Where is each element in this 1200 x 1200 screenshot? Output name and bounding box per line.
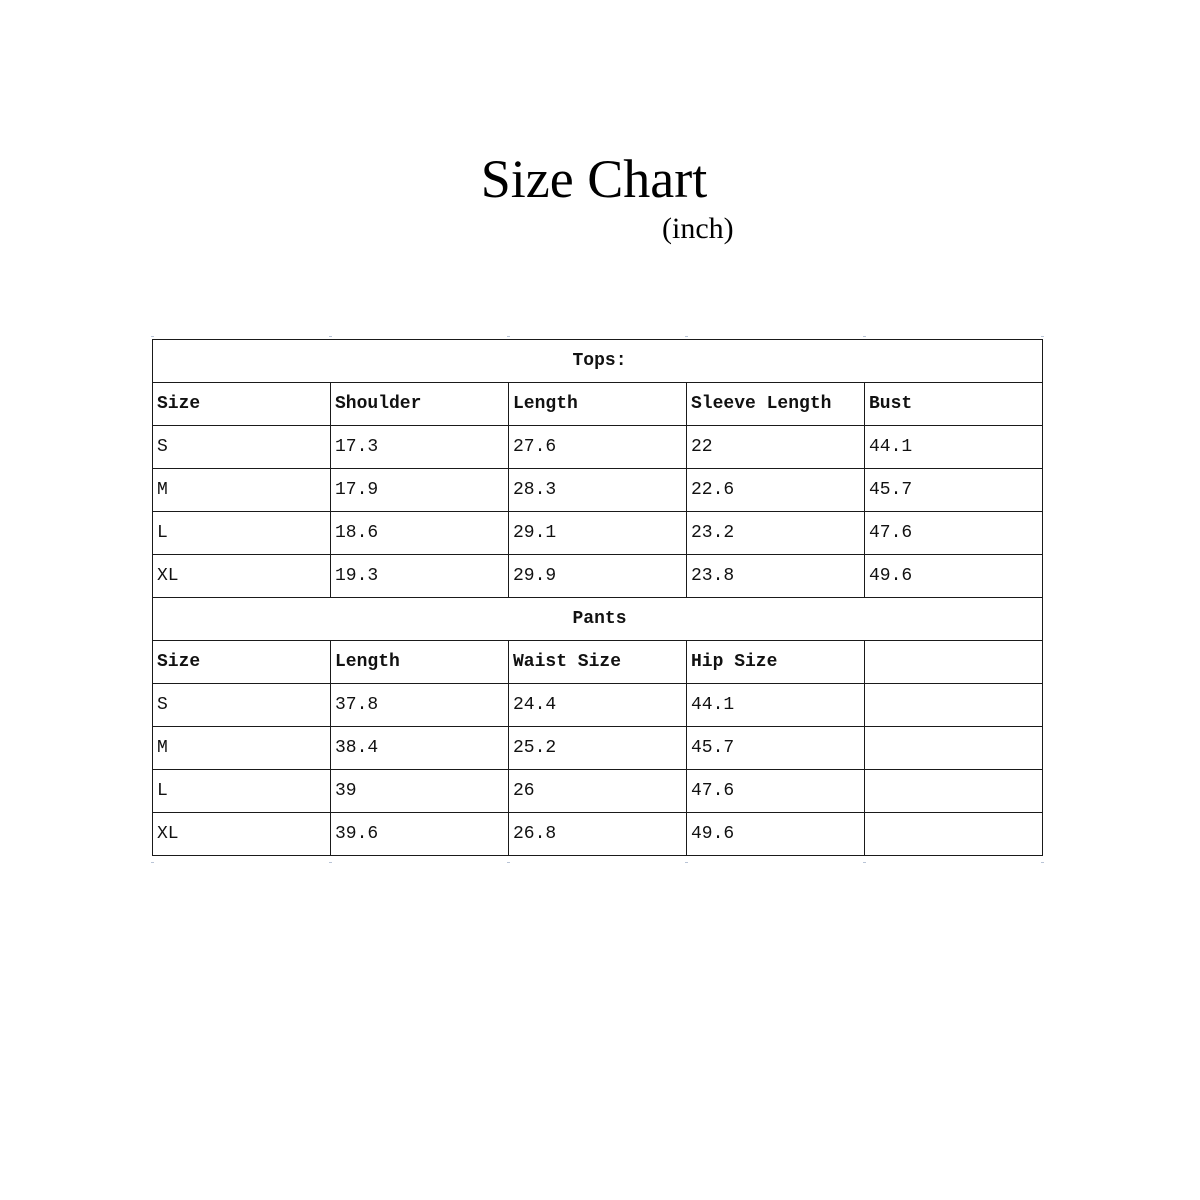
table-row — [153, 426, 1043, 469]
table-cell: 19.3 — [331, 555, 509, 598]
tops-header-row — [153, 383, 1043, 426]
grid-tick — [507, 336, 510, 337]
pants-header-cell: Size — [153, 641, 331, 684]
table-row — [153, 813, 1043, 856]
table-cell: XL — [153, 813, 331, 856]
table-cell: 18.6 — [331, 512, 509, 555]
table-cell: 22.6 — [687, 469, 865, 512]
table-cell — [865, 813, 1043, 856]
table-cell: 17.9 — [331, 469, 509, 512]
unit-label: (inch) — [662, 212, 734, 245]
table-cell: 38.4 — [331, 727, 509, 770]
pants-header-cell: Hip Size — [687, 641, 865, 684]
tops-header-cell: Length — [509, 383, 687, 426]
table-row — [153, 469, 1043, 512]
pants-section-row — [153, 598, 1043, 641]
table-cell: 29.1 — [509, 512, 687, 555]
table-cell: 45.7 — [687, 727, 865, 770]
table-cell: 26.8 — [509, 813, 687, 856]
grid-tick — [507, 862, 510, 863]
table-row — [153, 512, 1043, 555]
tops-header-cell: Sleeve Length — [687, 383, 865, 426]
table-cell: S — [153, 426, 331, 469]
tops-header-cell: Shoulder — [331, 383, 509, 426]
table-cell: 44.1 — [865, 426, 1043, 469]
table-cell: 17.3 — [331, 426, 509, 469]
grid-tick — [151, 862, 154, 863]
table-cell: 28.3 — [509, 469, 687, 512]
grid-tick — [863, 862, 866, 863]
grid-tick — [1041, 862, 1044, 863]
grid-tick — [863, 336, 866, 337]
table-cell: 23.8 — [687, 555, 865, 598]
pants-header-cell: Length — [331, 641, 509, 684]
tops-header-cell: Size — [153, 383, 331, 426]
pants-section-title: Pants — [153, 598, 1043, 641]
table-cell — [865, 770, 1043, 813]
size-table — [152, 339, 1043, 856]
table-row — [153, 555, 1043, 598]
table-cell: 45.7 — [865, 469, 1043, 512]
table-cell: 29.9 — [509, 555, 687, 598]
table-cell: XL — [153, 555, 331, 598]
table-cell: S — [153, 684, 331, 727]
pants-header-cell: Waist Size — [509, 641, 687, 684]
tops-header-cell: Bust — [865, 383, 1043, 426]
table-cell: 47.6 — [865, 512, 1043, 555]
table-cell: 47.6 — [687, 770, 865, 813]
table-cell: L — [153, 770, 331, 813]
grid-tick — [329, 862, 332, 863]
table-cell: 49.6 — [865, 555, 1043, 598]
table-cell: 39 — [331, 770, 509, 813]
table-row — [153, 770, 1043, 813]
table-cell: 25.2 — [509, 727, 687, 770]
table-cell — [865, 727, 1043, 770]
table-cell: L — [153, 512, 331, 555]
grid-tick — [685, 862, 688, 863]
table-cell: M — [153, 469, 331, 512]
tops-section-title: Tops: — [153, 340, 1043, 383]
grid-tick — [685, 336, 688, 337]
table-cell: 22 — [687, 426, 865, 469]
table-cell — [865, 684, 1043, 727]
table-cell: 26 — [509, 770, 687, 813]
table-cell: 23.2 — [687, 512, 865, 555]
table-cell: 49.6 — [687, 813, 865, 856]
grid-tick — [151, 336, 154, 337]
table-row — [153, 727, 1043, 770]
pants-header-row — [153, 641, 1043, 684]
table-row — [153, 684, 1043, 727]
table-cell: 24.4 — [509, 684, 687, 727]
table-cell: 44.1 — [687, 684, 865, 727]
grid-tick — [1041, 336, 1044, 337]
page-title: Size Chart — [480, 149, 708, 209]
table-cell: M — [153, 727, 331, 770]
tops-section-row — [153, 340, 1043, 383]
table-cell: 39.6 — [331, 813, 509, 856]
table-cell: 27.6 — [509, 426, 687, 469]
table-cell: 37.8 — [331, 684, 509, 727]
pants-header-cell — [865, 641, 1043, 684]
grid-tick — [329, 336, 332, 337]
